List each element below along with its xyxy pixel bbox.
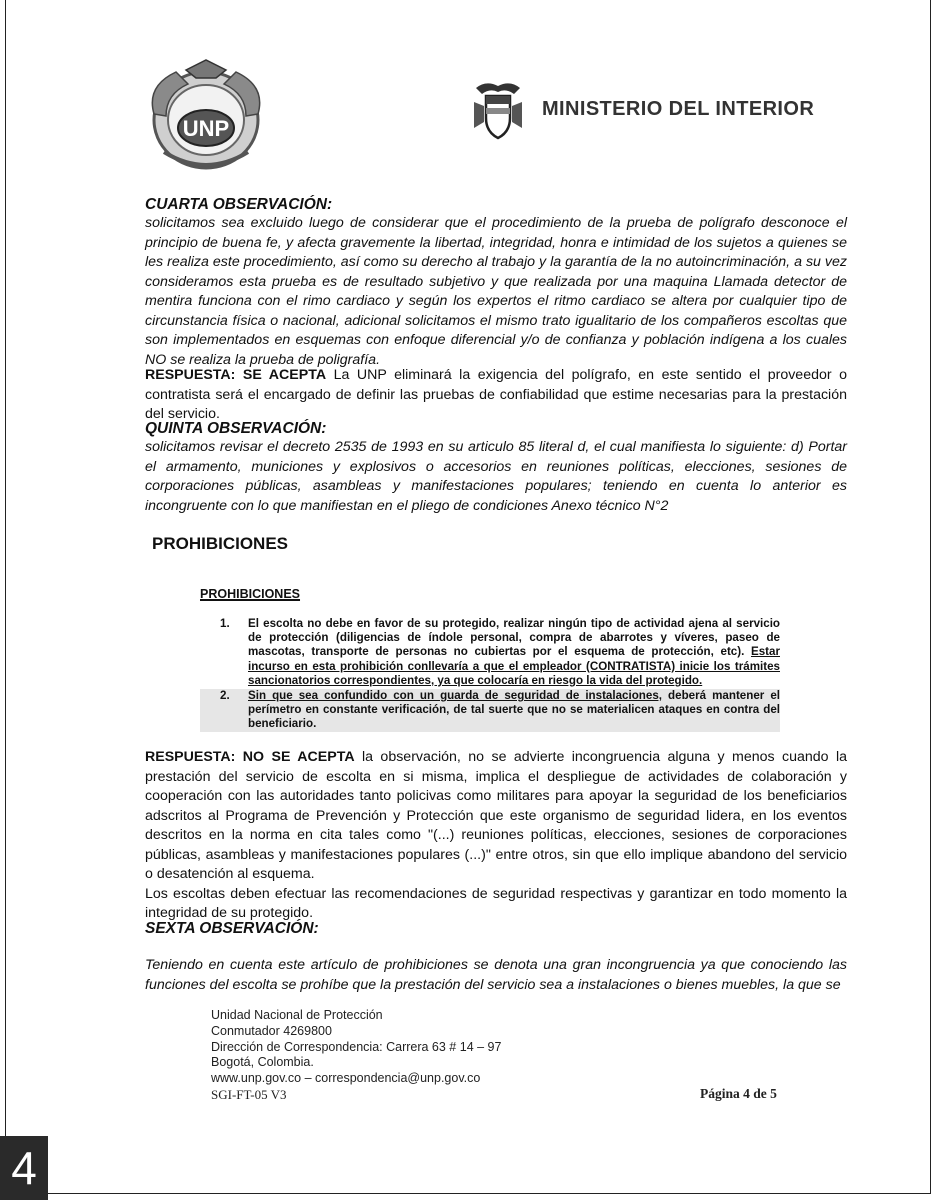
unp-logo-text: UNP (182, 116, 230, 141)
quote-item-text (248, 617, 780, 688)
footer-city: Bogotá, Colombia. (211, 1055, 314, 1070)
obs5-text: solicitamos revisar el decreto 2535 de 1993 en su articulo 85 literal d, el cual manifiesta lo siguiente: d) Portar el armamento, municiones y explosivos o accesorios en reuniones políticas, elecciones, sesiones de corporaciones públicas, asambleas y manifestaciones populares; teniendo en cuenta lo anterior es incongruente con lo que manifiestan en el pliego de condiciones Anexo técnico N°2 (145, 439, 847, 514)
prohibiciones-title: PROHIBICIONES (152, 534, 289, 553)
quote-item-body: El escolta no debe en favor de su protegido, realizar ningún tipo de actividad ajena al servicio de protección (diligencias de índole personal, compra de abarrotes y víveres, paseo de mascotas, transporte de personas no cubiertas por el esquema de protección, etc). (248, 617, 780, 659)
obs6-heading: SEXTA OBSERVACIÓN: (145, 920, 319, 937)
quote-item-1 (200, 617, 780, 688)
page-badge: 4 (0, 1136, 48, 1200)
footer-org: Unidad Nacional de Protección (211, 1008, 383, 1022)
obs5-section (145, 420, 847, 516)
page-total: 5 (770, 1086, 777, 1101)
obs5-heading: QUINTA OBSERVACIÓN: (145, 420, 327, 437)
quote-item-number: 2. (220, 689, 230, 703)
obs4-response-para (145, 366, 847, 425)
obs6-text: Teniendo en cuenta este artículo de prohibiciones se denota una gran incongruencia ya que conociendo las funciones del escolta se prohíbe que la prestación del servicio sea a instalaciones o bienes muebles, la que se (145, 957, 847, 993)
obs5-response-para (145, 748, 847, 885)
obs5-response (145, 748, 847, 924)
page-current: 4 (743, 1086, 750, 1101)
footer (211, 1008, 501, 1103)
ministry-name: MINISTERIO DEL INTERIOR (542, 98, 815, 120)
coat-of-arms-icon (470, 78, 526, 142)
obs4-heading: CUARTA OBSERVACIÓN: (145, 196, 333, 213)
page-prefix: Página (700, 1086, 744, 1101)
obs4-response-label: RESPUESTA: SE ACEPTA (145, 367, 327, 383)
obs4-section (145, 196, 847, 370)
quote-item-underlined: Estar incurso en esta prohibición conllevaría a que el empleador (CONTRATISTA) inicie los trámites sancionatorios correspondientes, ya que colocaría en riesgo la vida del protegido. (248, 645, 780, 687)
quote-item-2 (200, 689, 780, 732)
footer-doc-code: SGI-FT-05 V3 (211, 1086, 287, 1102)
obs5-response-label: RESPUESTA: NO SE ACEPTA (145, 749, 355, 765)
footer-address: Dirección de Correspondencia: Carrera 63 # 14 – 97 (211, 1039, 502, 1054)
obs4-response-text: La UNP eliminará la exigencia del polígrafo, en este sentido el proveedor o contratista será el encargado de definir las pruebas de confiabilidad que estime necesarias para la prestación del servicio. (145, 367, 847, 422)
quote-item-number: 1. (220, 617, 230, 630)
quote-item-underlined: Sin que sea confundido con un guarda de seguridad de instalaciones, (248, 689, 663, 703)
obs4-text: solicitamos sea excluido luego de considerar que el procedimiento de la prueba de polígrafo desconoce el principio de buena fe, y afecta gravemente la libertad, integridad, honra e intimidad de los sujetos a quienes se les realiza este procedimiento, así como su derecho al trabajo y la garantía de la no autoincriminación, a su vez consideramos esta prueba es de resultado subjetivo y que realizada por una maquina Llamada detector de mentira funciona con el rimo cardiaco y según los expertos el ritmo cardiaco se altera por cualquier tipo de circunstancia física o nacional, adicional solicitamos el mismo trato igualitario de los compañeros escoltas que son implementados en esquemas con enfoque diferencial y/o de confianza y población indígena a los cuales NO se realiza la prueba de poligrafía. (145, 215, 847, 368)
obs5-response-text: la observación, no se advierte incongruencia alguna y menos cuando la prestación del servicio de escolta en si misma, implica el despliegue de actividades de colaboración y cooperación con las autoridades tanto policivas como militares para apoyar la seguridad de los beneficiarios adscritos al Programa de Prevención y Protección que este organismo de seguridad lidera, en los eventos descritos en la norma en cita tales como "(...) reuniones políticas, elecciones, sesiones de corporaciones públicas, asambleas y manifestaciones populares (...)" entre otros, sin que ello implique abandono del servicio o desatención al esquema. (145, 749, 848, 882)
quote-item-body: deberá mantener el perímetro en constante verificación, de tal suerte que no se materialicen ataques en contra del beneficiario. (248, 689, 780, 731)
obs6-section (145, 920, 847, 995)
footer-web: www.unp.gov.co – correspondencia@unp.gov.co (211, 1071, 481, 1086)
footer-phone: Conmutador 4269800 (211, 1023, 332, 1038)
obs4-response (145, 366, 847, 425)
obs5-response-para-2: Los escoltas deben efectuar las recomendaciones de seguridad respectivas y garantizar en todo momento la integridad de su protegido. (145, 885, 847, 921)
page-mid: de (749, 1086, 771, 1101)
page-number (700, 1086, 777, 1102)
prohibiciones-quote (200, 587, 780, 733)
unp-logo (146, 56, 266, 174)
quote-item-text (248, 689, 780, 732)
quote-heading: PROHIBICIONES (200, 587, 301, 601)
